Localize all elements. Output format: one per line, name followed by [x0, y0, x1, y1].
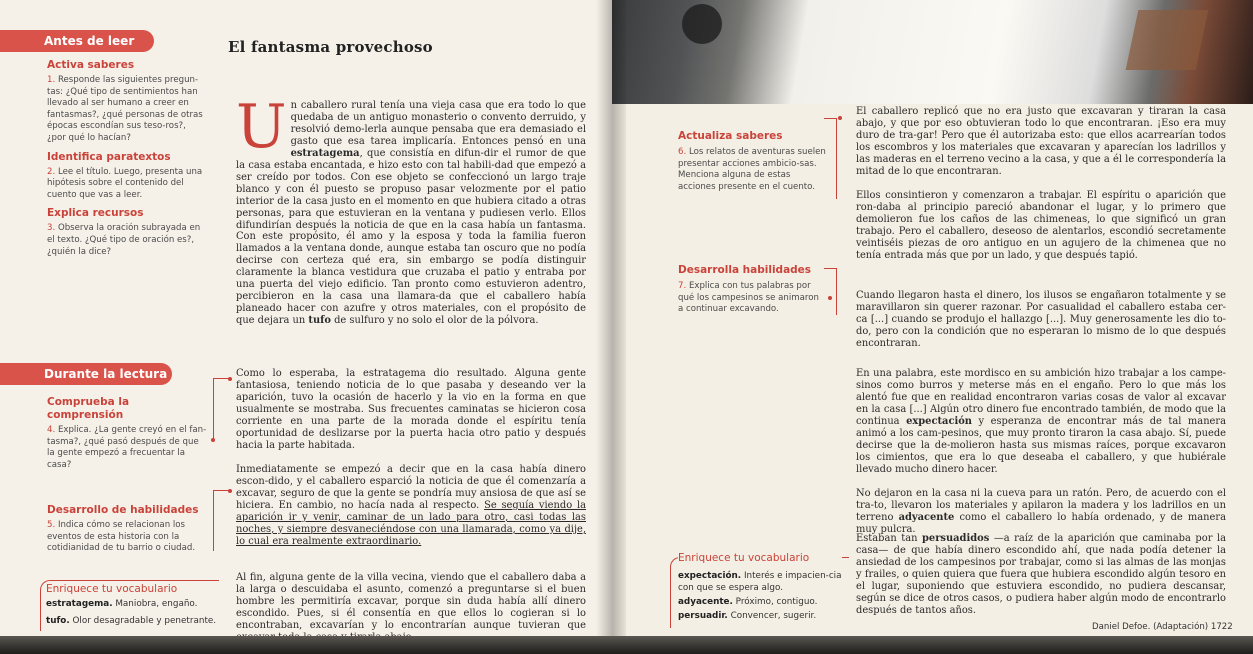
story-paragraph-2: Como lo esperaba, la estratagema dio resultado. Alguna gente fantasiosa, teniendo noticia de lo que pasaba y deseando ver la aparición, tuvo la ocasión de hacerlo y la vio en la forma en que usualmente se mostraba. Sus frecuentes caminatas se hicieron cosa corriente en una parte de la morada donde el espíritu tenía oportunidad de deslizarse por la puerta hacia otro patio y después hacia la parte habitada.: [236, 368, 586, 451]
recursos-number: 3.: [47, 223, 56, 234]
vocab-definition: Maniobra, engaño.: [115, 599, 198, 609]
underlined-sentence: Se seguía viendo la aparición ir y venir, caminar de un lado para otro, casi todas las noches, y siempre desvaneciéndose con una llamarada, como ya dije, lo cual era realmente extraordinario.: [236, 499, 587, 547]
vocab-highlight: persuadidos: [922, 533, 990, 544]
comprension-question: Explica. ¿La gente creyó en el fan-tasma?, ¿qué pasó después de que la gente empezó a frecuentar la casa?: [47, 425, 207, 470]
banner-antes-de-leer: Antes de leer: [0, 30, 154, 52]
illustration-figure: [682, 4, 722, 44]
banner-durante-la-lectura: Durante la lectura: [0, 363, 172, 385]
vocab-highlight: expectación: [906, 415, 972, 427]
r6-text: Estaban tan: [856, 533, 918, 544]
hook-dot: [828, 296, 832, 300]
illustration-detail: [1126, 10, 1209, 70]
sidebar-comprension: [47, 396, 207, 471]
sidebar-habilidades: [47, 504, 207, 555]
vocab-definition: Convencer, sugerir.: [730, 611, 817, 621]
vocab-left: [46, 583, 218, 627]
r5-text-b: como el caballero lo había ordenado, y de manera muy pulcra.: [856, 511, 1226, 535]
vocab-word: persuadir.: [678, 611, 728, 621]
vocab-right: [678, 552, 842, 622]
r5-text: No dejaron en la casa ni la cueva para un ratón. Pero, de acuerdo con el tra-to, llevaron los materiales y apilaron la madera y los ladrillos en un terreno: [856, 488, 1226, 523]
story-title: El fantasma provechoso: [228, 38, 433, 56]
story-right-paragraph-6: [856, 533, 1226, 617]
story-right-paragraph-3: Cuando llegaron hasta el dinero, los ilusos se engañaron totalmente y se maravillaron sin querer razonar. Por casualidad el caballero estaba cer-ca [...] cuando se produjo el hallazgo [...]. Muy generosamente les dio to-do, pero con la condición que no esperaran lo mismo de lo que después encontraran.: [856, 290, 1226, 349]
sidebar-desarrolla: [678, 264, 826, 316]
recursos-question: Observa la oración subrayada en el texto. ¿Qué tipo de oración es?, ¿quién la dice?: [47, 223, 201, 257]
sidebar-actualiza: [678, 130, 826, 193]
vocab-right-item: [678, 596, 842, 608]
story-right-paragraph-2: Ellos consintieron y comenzaron a trabajar. El espíritu o aparición que ron-daba al principio pareció abandonar el lugar, y lo primero que demolieron fue los caños de las chimeneas, lo que significó un gran trabajo. Pero el caballero, deseoso de alentarlos, escondió secretamente veintiséis piezas de oro antiguo en un agujero de la chimenea que no tenía entrada más que por un lado, y que después tapió.: [856, 190, 1226, 261]
story-paragraph-3: [236, 464, 586, 548]
recursos-text: [47, 223, 205, 258]
activa-saberes-heading: Activa saberes: [47, 59, 135, 71]
story-right-paragraph-1: El caballero replicó que no era justo que excavaran y tiraran la casa abajo, y que por eso obtuvieran todo lo que encontraran. ¡Eso era muy duro de tra-gar! Pero que él autorizaba esto: que ellos acarrearían todos los escombros y los materiales que excavaran y aparecían los ladrillos y las maderas en el terreno vecino a la casa, y que a él le correspondería la mitad de lo que encontraran.: [856, 106, 1226, 177]
r6-text-b: —a raíz de la aparición que caminaba por la casa— de que había dinero escondido ahí, que nada podía detener la ansiedad de los campesinos por trabajar, como si las almas de las monjas y frailes, o quien quiera que fuera que hubiera escondido algún tesoro en el lugar, suponiendo que estuviera escondido, no pudiera descansar, según se dice de otros casos, o pudiera haber algún modo de encontrarlo después de tantos años.: [856, 533, 1227, 616]
habilidades-number: 5.: [47, 520, 56, 530]
vocab-word: expectación.: [678, 571, 742, 581]
vocab-left-title: Enriquece tu vocabulario: [46, 583, 178, 595]
habilidades-text: [47, 520, 207, 555]
vocab-left-item: [46, 598, 218, 610]
vocab-highlight: estratagema: [290, 147, 360, 159]
p3-text: Inmediatamente se empezó a decir que en la casa había dinero escon-dido, y el caballero esparció la noticia de que él comenzaría a excavar, seguro de que la gente se pondría muy ansiosa de que así se hiciera. En cambio, no hacía nada al respecto.: [236, 464, 586, 511]
r4-text-b: y esperanza de encontrar más de tal manera animó a los cam-pesinos, que muy pronto tiraron la casa abajo. Sí, puede decirse que la de-molieron hasta sus mismas raíces, porque excavaron los cimientos, que era lo que deseaba el caballero, y que hubiérale llevado mucho dinero hacer.: [856, 415, 1226, 475]
p1-text: n caballero rural tenía una vieja casa que era todo lo que quedaba de un antiguo monasterio o convento derruido, y resolvió demo-lerla aunque pensaba que era demasiado el gasto que esa tarea implicaría. Entonces pensó en una: [290, 100, 586, 147]
paratextos-number: 2.: [47, 166, 56, 177]
vocab-word: adyacente.: [678, 597, 733, 607]
vocab-right-item: [678, 610, 842, 622]
vocab-definition: Próximo, contiguo.: [735, 597, 818, 607]
hook-dot: [228, 377, 232, 381]
comprension-heading: Comprueba la comprensión: [47, 396, 130, 421]
actualiza-number: 6.: [678, 147, 687, 157]
r4-text: En una palabra, este mordisco en su ambición hizo trabajar a los campe-sinos como burros y meterse más en el engaño. Pero lo que más los alentó fue que en realidad encontraron varias cosas de valor al excavar en la casa [...] Algún otro dinero fue encontrado también, de modo que la continua: [856, 368, 1226, 427]
activa-number: 1.: [47, 75, 56, 85]
vocab-definition: Olor desagradable y penetrante.: [72, 616, 217, 626]
story-paragraph-4: Al fin, alguna gente de la villa vecina, viendo que el caballero daba a la larga o descuidaba el asunto, comenzó a preguntarse si el buen hombre les permitiría excavar, porque sin duda había allí dinero escondido. Pues, si él consentía en que ellos lo cogieran si lo encontraban, excavarían y lo encontrarían aunque tuvieran que: [236, 572, 586, 631]
vocab-highlight: adyacente: [898, 511, 955, 523]
right-page: [612, 0, 1253, 654]
activa-saberes-text: [47, 75, 205, 145]
drop-cap: U: [236, 92, 287, 162]
hook-habilidades: [213, 490, 230, 551]
sidebar-antes: [47, 59, 205, 258]
desarrolla-question: Explica con tus palabras por qué los campesinos se animaron a continuar excavando.: [678, 281, 819, 315]
vocab-right-item: [678, 570, 842, 594]
actualiza-text: [678, 147, 826, 193]
hook-dot: [228, 489, 232, 493]
story-right-paragraph-4: [856, 368, 1226, 476]
author-credit: Daniel Defoe. (Adaptación) 1722: [1092, 622, 1233, 632]
vocab-highlight: tufo: [308, 315, 331, 327]
paratextos-text: [47, 167, 205, 202]
hook-comprension: [213, 378, 230, 441]
illustration: [612, 0, 1253, 104]
comprension-text: [47, 425, 207, 471]
bottom-edge: [0, 636, 1253, 654]
p1-text-b: , que consistía en difun-dir el rumor de que la casa estaba encantada, e hizo esto con tal habili-dad que empezó a ser creído por todos. Con ese objeto se confeccionó un largo traje blanco y con él puesto se propuso pasar velozmente por el patio interior de la casa justo en el momento en que hubiera citado a otras personas, para que estuvieran en la ventana y pudiesen verlo. Ellos difundirían después la noticia de que en la casa había un fantasma. Con este propósito, él amo y la esposa y toda la familia fueron llamados a la ventana donde, aunque estaba tan oscuro que no podía decirse con certeza qué era, sin embargo se podía distinguir claramente la blanca vestidura que cruzaba el patio y entraba por una puerta del viejo edificio. Tan pronto como estuvieron adentro, percibieron en la casa una llamara-da que el caballero había planeado hacer con azufre y otros materiales, con el propósito de que dejara un: [236, 147, 586, 327]
left-page: [0, 0, 612, 654]
paratextos-question: Lee el título. Luego, presenta una hipótesis sobre el contenido del cuento que vas a leer.: [47, 166, 203, 200]
vocab-word: tufo.: [46, 616, 70, 626]
habilidades-heading: Desarrollo de habilidades: [47, 504, 199, 516]
hook-dot: [838, 116, 842, 120]
habilidades-question: Indica cómo se relacionan los eventos de esta historia con la cotidianidad de tu barrio o ciudad.: [47, 520, 196, 554]
vocab-left-item: [46, 615, 218, 627]
desarrolla-number: 7.: [678, 281, 687, 291]
story-paragraph-1: [236, 92, 586, 327]
vocab-word: estratagema.: [46, 599, 113, 609]
paratextos-heading: Identifica paratextos: [47, 150, 171, 163]
comprension-number: 4.: [47, 425, 56, 435]
p1-text-c: de sulfuro y no solo el olor de la pólvora.: [334, 315, 539, 327]
vocab-right-title: Enriquece tu vocabulario: [678, 552, 810, 564]
recursos-heading: Explica recursos: [47, 207, 144, 220]
actualiza-question: Los relatos de aventuras suelen presentar acciones ambicio-sas. Menciona alguna de estas acciones presente en el cuento.: [678, 147, 826, 192]
vocab-definition: Interés e impacien-cia con que se espera algo.: [678, 571, 842, 593]
actualiza-heading: Actualiza saberes: [678, 130, 783, 142]
desarrolla-text: [678, 281, 826, 316]
hook-dot: [211, 438, 215, 442]
desarrolla-heading: Desarrolla habilidades: [678, 264, 812, 276]
activa-question: Responde las siguientes pregun-tas: ¿Qué tipo de sentimientos han llevado al ser humano a creer en fantasmas?, ¿qué personas de otras épocas escondían sus teso-ros?, ¿por qué lo hacían?: [47, 75, 203, 143]
story-right-paragraph-5: [856, 488, 1226, 536]
